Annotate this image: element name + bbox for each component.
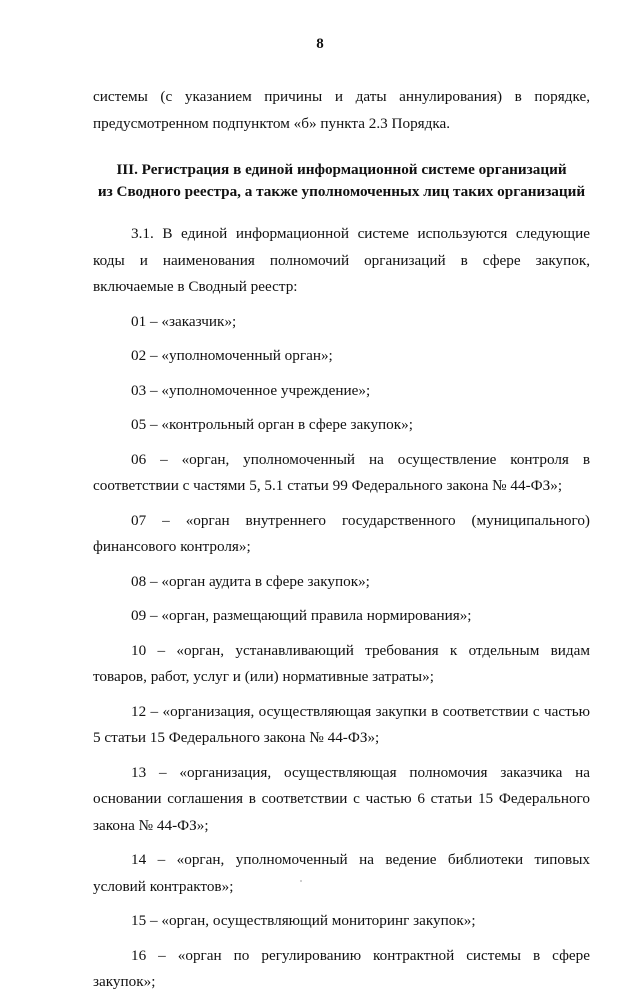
- section-heading: [93, 159, 590, 203]
- code-item-08: 08 – «орган аудита в сфере закупок»;: [131, 572, 370, 590]
- code-item-09: 09 – «орган, размещающий правила нормирования»;: [131, 607, 472, 624]
- intro-paragraph: системы (с указанием причины и даты аннулирования) в порядке, предусмотренном подпунктом «б» пункта 2.3 Порядка.: [93, 88, 590, 132]
- page-content: [93, 84, 590, 996]
- code-item-12: 12 – «организация, осуществляющая закупки в соответствии с частью 5 статьи 15 Федерального закона № 44-ФЗ»;: [93, 702, 590, 746]
- code-item-05: 05 – «контрольный орган в сфере закупок»;: [131, 416, 413, 433]
- clause-3-1: 3.1. В единой информационной системе используются следующие коды и наименования полномочий организаций в сфере закупок, включаемые в Сводный реестр:: [93, 225, 590, 295]
- code-item-15: 15 – «орган, осуществляющий мониторинг закупок»;: [131, 912, 476, 929]
- code-item-03: 03 – «уполномоченное учреждение»;: [131, 381, 371, 399]
- code-item-16: 16 – «орган по регулированию контрактной системы в сфере закупок»;: [93, 946, 590, 990]
- code-item-10: 10 – «орган, устанавливающий требования к отдельным видам товаров, работ, услуг и (или) нормативные затраты»;: [93, 641, 590, 685]
- scan-speck: [300, 880, 302, 882]
- section-heading-line-2: из Сводного реестра, а также уполномоченных лиц таких организаций: [97, 183, 586, 200]
- code-item-14: 14 – «орган, уполномоченный на ведение библиотеки типовых условий контрактов»;: [93, 851, 590, 895]
- code-item-13: 13 – «организация, осуществляющая полномочия заказчика на основании соглашения в соответствии с частью 6 статьи 15 Федерального закона № 44-ФЗ»;: [93, 763, 590, 834]
- page-number: 8: [316, 36, 324, 52]
- code-item-06: 06 – «орган, уполномоченный на осуществление контроля в соответствии с частями 5, 5.1 статьи 99 Федерального закона № 44-ФЗ»;: [93, 450, 590, 494]
- section-heading-line-1: III. Регистрация в единой информационной системе организаций: [116, 161, 567, 178]
- code-item-02: 02 – «уполномоченный орган»;: [131, 347, 333, 364]
- code-item-07: 07 – «орган внутреннего государственного (муниципального) финансового контроля»;: [93, 511, 590, 555]
- code-item-01: 01 – «заказчик»;: [131, 312, 237, 330]
